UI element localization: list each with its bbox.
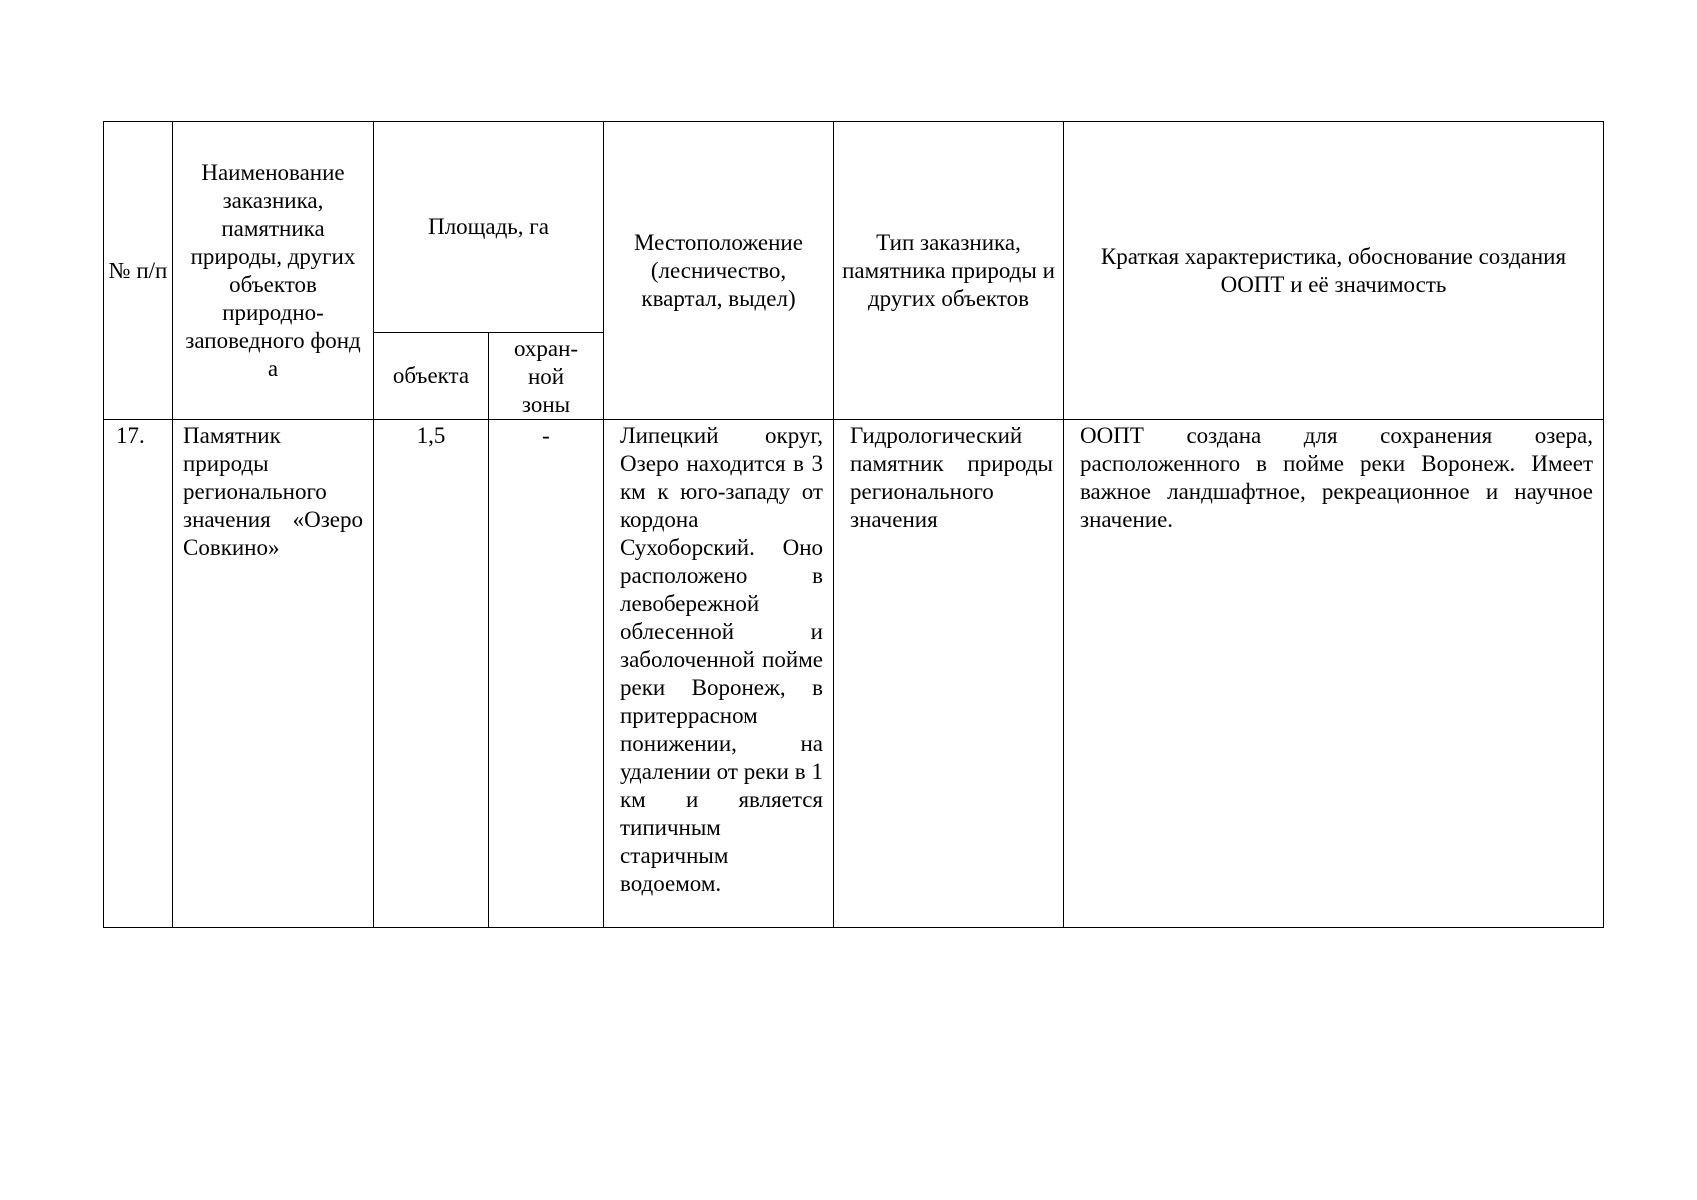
- header-area: [374, 122, 604, 333]
- header-area-object: [374, 333, 489, 420]
- header-location-label: Местоположение (лесничество, квартал, выдел): [634, 229, 803, 311]
- row-description: ООПТ создана для сохранения озера, расположенного в пойме реки Воронеж. Имеет важное ландшафтное, рекреационное и научное значение.: [1064, 420, 1604, 928]
- row-location: Липецкий округ, Озеро находится в 3 км к юго-западу от кордона Сухоборский. Оно расположено в левобережной облесенной и заболоченной пойме реки Воронеж, в притеррасном понижении, на удалении от реки в 1 км и является типичным старичным водоемом.: [604, 420, 834, 928]
- protected-areas-table: [103, 121, 1604, 928]
- header-location: [604, 122, 834, 420]
- row-name: Памятник природы регионального значения «Озеро Совкино»: [173, 420, 374, 928]
- row-area-object: 1,5: [374, 420, 489, 928]
- table-row: [104, 420, 1604, 928]
- header-type: [834, 122, 1064, 420]
- row-type: Гидрологический памятник природы регионального значения: [834, 420, 1064, 928]
- header-number: [104, 122, 173, 420]
- row-area-zone: -: [489, 420, 604, 928]
- header-description-label: Краткая характеристика, обоснование создания ООПТ и её значимость: [1100, 243, 1567, 297]
- header-area-zone: [489, 333, 604, 420]
- header-description: [1064, 122, 1604, 420]
- row-number: 17.: [104, 420, 173, 928]
- header-type-label: Тип заказника, памятника природы и других объектов: [842, 229, 1055, 311]
- header-row-top: [104, 122, 1604, 333]
- header-area-zone-label: охран-ной зоны: [513, 336, 579, 417]
- header-area-object-label: объекта: [392, 363, 470, 388]
- header-area-label: Площадь, га: [428, 214, 549, 239]
- header-name-label: Наименование заказника, памятника природы, других объектов природно-заповедного фонд а: [185, 159, 361, 381]
- header-number-label: № п/п: [108, 257, 168, 283]
- header-name: [173, 122, 374, 420]
